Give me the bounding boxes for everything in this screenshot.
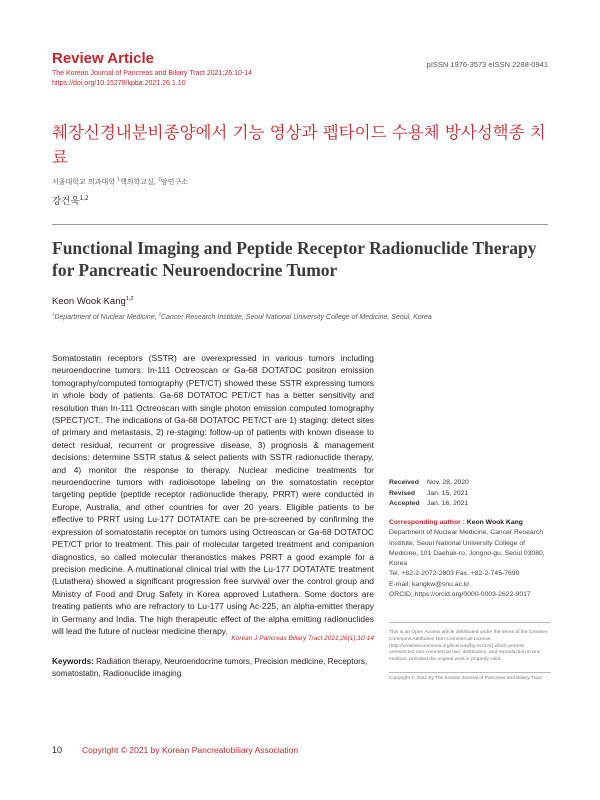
korean-author-name: 강건욱 (52, 196, 80, 207)
date-value: Nov. 28, 2020 (427, 479, 469, 486)
keywords (52, 656, 374, 679)
date-value: Jan. 15, 2021 (427, 489, 469, 497)
date-row-revised (389, 489, 469, 500)
keywords-list: Radiation therapy, Neuroendocrine tumors, Precision medicine, Receptors, somatostatin, Radionuclide imaging (52, 657, 368, 678)
correspondence-orcid[interactable]: ORCID; https://orcid.org/0000-0003-2622-9017 (389, 591, 531, 599)
journal-citation-line: The Korean Journal of Pancreas and Biliary Tract 2021;26:10-14 (52, 70, 253, 77)
keywords-label: Keywords: (52, 657, 94, 666)
english-affiliation (52, 311, 432, 321)
date-label: Accepted (389, 500, 420, 507)
open-access-notice: This is an Open Access article distributed under the terms of the Creative Commons Attribution Non-Commercial License (http://creativecommons.org/licenses/by-nc/3.0/) which permits unrestricted non-commercial use, distribution, and reproduction in any medium, provided the original work is properly cited. (389, 630, 548, 663)
english-author-name: Keon Wook Kang (52, 296, 126, 307)
date-label: Received (389, 479, 419, 486)
korean-affiliation-sup2: 2 (158, 176, 161, 182)
date-label: Revised (389, 489, 416, 497)
correspondence-heading: Corresponding author : (389, 519, 467, 526)
korean-affiliation (52, 177, 188, 187)
korean-affiliation-sup1: 1 (117, 176, 120, 182)
english-author (52, 296, 134, 307)
english-affil-sup2: 2 (158, 311, 161, 317)
korean-author-sup: 1,2 (79, 195, 89, 202)
date-row-accepted (389, 499, 469, 510)
korean-author (52, 193, 89, 207)
date-row-received (389, 478, 469, 489)
korean-affiliation-mid: 핵의학교실, (119, 178, 159, 186)
english-affil-sup1: 1 (52, 311, 55, 317)
correspondence-block (389, 518, 551, 600)
correspondence-tel: Tel. +82-2-2072-2803 Fax. +82-2-745-7690 (389, 570, 520, 578)
correspondence-address: Department of Nuclear Medicine, Cancer Research Institute, Seoul National University College of Medicine, 101 Daehak-ro, Jongno-gu, Seoul 03080, Korea (389, 529, 545, 568)
correspondence-email[interactable]: E-mail; kangkw@snu.ac.kr (389, 580, 470, 588)
english-affil-2: Cancer Research Institute, Seoul National University College of Medicine, Seoul, Korea (160, 314, 432, 321)
title-divider (52, 224, 548, 225)
issn-text: pISSN 1976-3573 eISSN 2288-0941 (426, 60, 548, 69)
english-affil-1: Department of Nuclear Medicine, (54, 314, 159, 321)
copyright-box: Copyright © 2021 by The Korean Journal of Pancreas and Biliary Tract (389, 672, 551, 681)
correspondence-heading-line (389, 518, 551, 528)
open-access-divider (389, 622, 551, 623)
page-number: 10 (52, 745, 63, 755)
citation-text: Korean J Pancreas Biliary Tract 2021;26(1):10-14 (231, 635, 374, 642)
korean-title: 췌장신경내분비종양에서 기능 영상과 펩타이드 수용체 방사성핵종 치료 (52, 123, 546, 167)
dates-block (389, 478, 469, 510)
english-author-sup: 1,2 (125, 295, 134, 302)
doi-link[interactable]: https://doi.org/10.15279/kpba.2021.26.1.10 (52, 80, 186, 87)
date-value: Jan. 16, 2021 (427, 500, 469, 507)
english-title: Functional Imaging and Peptide Receptor Radionuclide Therapy for Pancreatic Neuroendocrine Tumor (52, 238, 537, 280)
correspondence-name: Keon Wook Kang (466, 519, 523, 526)
korean-affiliation-prefix: 서울대학교 의과대학 (52, 178, 118, 186)
korean-affiliation-end: 암연구소 (160, 178, 188, 186)
abstract-text: Somatostatin receptors (SSTR) are overexpressed in various tumors including neuroendocrine tumors. In-111 Octreoscan or Ga-68 DOTATOC positron emission tomography/computed tomography (PET/CT) showed these SSTR expressing tumors in whole body of patients. Ga-68 DOTATOC PET/CT has a better sensitivity and resolution than In-111 Octreoscan with single photon emission computed tomography (SPECT)/CT.. The indications of Ga-68 DOTATOC PET/CT are 1) staging: detect sites of primary and metastasis, 2) re-staging: follow-up of patients with known disease to detect residual, recurrent or progressive disease, 3) prognosis & management decisions: determine SSTR status & select patients with SSTR radionuclide therapy, and 4) monitor the response to therapy. Nuclear medicine treatments for neuroendocrine tumors with radioisotope labeling on the somatostatin receptor targeting peptide (peptide receptor radionuclide therapy, PRRT) were conducted in Europe, Australia, and other countries for over 20 years. Eligible patients to be effective to PRRT using Lu-177 DOTATATE can be pre-screened by confirming the expression of somatostatin receptor on tumors using Octreoscan or Ga-68 DOTATOC PET/CT prior to treatment. This pair of molecular targeted treatment and companion diagnostics, so called molecular theranostics makes PRRT a good example for a precision medicine. A multinational clinical trial with the Lu-177 DOTATATE treatment (Lutathera) showed a significant progression free survival over the control group and Ministry of Food and Drug Safety in Korea approved Lutathera. Some doctors are treating patients who are refractory to Lu-177 using Ac-225, an alpha-emitter therapy in Germany and India. The high therapeutic effect of the alpha emitting radionuclides will lead the future of nuclear medicine therapy. (52, 353, 374, 636)
article-type-label: Review Article (52, 50, 154, 67)
footer-copyright: Copyright © 2021 by Korean Pancreatobiliary Association (82, 745, 299, 755)
